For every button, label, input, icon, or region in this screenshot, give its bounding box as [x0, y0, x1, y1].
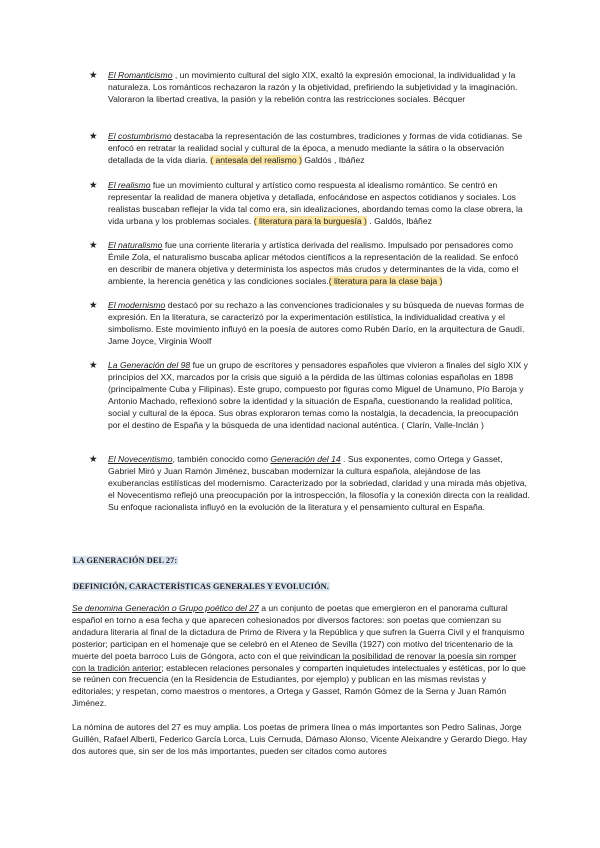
star-bullet-icon: ★ — [89, 240, 98, 251]
section-subheading: DEFINICIÓN, CARACTERÍSTICAS GENERALES Y EVOLUCIÓN. — [73, 582, 329, 591]
item-text: Galdós , Ibáñez — [301, 154, 365, 165]
item-text: . Sus exponentes, como Ortega y Gasset, Gabriel Miró y Juan Ramón Jiménez, buscaban modernizar la cultura española, alejándose de las exuberancias estilísticas del modernismo. Caracterizado por la sobriedad, claridad y una mirada más objetiva, el Novecentismo reflejó una preocupación por la introspección, la filosofía y la conexión directa con la realidad. Su enfoque racionalista influyó en la evolución de la literatura y el pensamiento cultural en España. — [108, 454, 530, 512]
paragraph-text: a un conjunto de poetas que emergieron en el panorama cultural español en torno a esa fecha y que aparecen cohesionados por diversos factores: son poetas que comienzan su andadura literaria al final de la dictadura de Primo de Rivera y la República y que sufren la Guerra Civil y el franquismo posterior; participan en el homenaje que se celebró en el Ateneo de Sevilla (1927) con motivo del tricentenario de la muerte del poeta barroco Luis de Góngora, acto con el que — [72, 603, 525, 661]
star-bullet-icon: ★ — [89, 180, 98, 191]
item-text: fue un movimiento cultural y artístico como respuesta al idealismo romántico. Se centró en representar la realidad de manera objetiva y detallada, enfocándose en aspectos cotidianos y sociales. Los realistas buscaban reflejar la vida tal como era, sin idealizaciones, abordando temas como la clase obrera, la vida urbana y los problemas sociales. — [108, 180, 523, 226]
highlight-note: ( literatura para la burguesía ) — [253, 215, 367, 226]
item-text: , también conocido como — [172, 454, 271, 464]
item-text: destacaba la representación de las costumbres, tradiciones y formas de vida cotidianas. Se enfocó en retratar la realidad social y cultural de la época, a menudo mediante la sátira o la observación detallada de la vida diaria. — [108, 131, 523, 165]
item-text: . Galdós, Ibáñez — [366, 215, 432, 226]
list-item — [89, 360, 530, 431]
definition-lead: Se denomina Generación o Grupo poético del 27 — [72, 603, 259, 613]
star-bullet-icon: ★ — [89, 300, 98, 311]
paragraph-text: ; establecen relaciones personales y comparten inquietudes intelectuales y estéticas, por lo que se reúnen con frecuencia (en la Residencia de Estudiantes, por ejemplo) y publican en las mismas revistas y editoriales; y respetan, como maestros o mentores, a Ortega y Gasset, Ramón Gómez de la Serna y Juan Ramón Jiménez. — [72, 662, 526, 709]
item-text: fue una corriente literaria y artística derivada del realismo. Impulsado por pensadores como Émile Zola, el naturalismo buscaba aplicar métodos científicos a la representación de la realidad. Se enfocó en describir de manera objetiva y determinista los aspectos más crudos y determinantes de la vida, como el ambiente, la herencia genética y las condiciones sociales. — [108, 240, 519, 286]
term-novecentismo: El Novecentismo — [108, 454, 173, 464]
list-item — [89, 454, 530, 514]
section-heading: LA GENERACIÓN DEL 27: — [73, 556, 178, 565]
term-modernismo: El modernismo — [108, 300, 166, 310]
item-text: fue un grupo de escritores y pensadores españoles que vivieron a finales del siglo XIX y principios del XX, marcados por la crisis que siguió a la pérdida de las últimas colonias españolas en 1898 (principalmente Cuba y Filipinas). Este grupo, compuesto por figuras como Miguel de Unamuno, Pío Baroja y Antonio Machado, reflexionó sobre la identidad y la situación de España, cuestionando la realidad política, social y cultural de la época. Sus obras exploraron temas como la nostalgia, la decadencia, la preocupación por el destino de España y la búsqueda de una identidad nacional auténtica. ( Clarín, Valle-Inclán ) — [108, 360, 528, 430]
term-costumbrismo: El costumbrismo — [108, 131, 172, 141]
item-text: destacó por su rechazo a las convenciones tradicionales y su búsqueda de nuevas formas de expresión. En la literatura, se caracterizó por la experimentación estilística, la individualidad creativa y el simbolismo. Este movimiento influyó en la poesía de autores como Rubén Darío, en la arquitectura de Gaudí. Jame Joyce, Virginia Woolf — [108, 300, 525, 346]
term-romanticismo: El Romanticismo — [108, 70, 173, 80]
list-item — [89, 240, 530, 288]
star-bullet-icon: ★ — [89, 70, 98, 81]
term-generacion-98: La Generación del 98 — [108, 360, 191, 370]
list-item — [89, 180, 530, 228]
item-text: , un movimiento cultural del siglo XIX, exaltó la expresión emocional, la individualidad y la naturaleza. Los románticos rechazaron la razón y la objetividad, prefiriendo la subjetividad y la imaginación. Valoraron la libertad creativa, la pasión y la rebelión contra las restricciones sociales. Bécquer — [108, 70, 518, 104]
list-item — [89, 300, 530, 348]
paragraph-authors: La nómina de autores del 27 es muy amplia. Los poetas de primera línea o más importantes son Pedro Salinas, Jorge Guillén, Rafael Alberti, Federico García Lorca, Luis Cernuda, Dámaso Alonso, Vicente Aleixandre y Gerardo Diego. Hay dos autores que, sin ser de los más importantes, pueden ser citados como autores — [72, 722, 528, 756]
term-generacion-14: Generación del 14 — [270, 454, 341, 464]
highlight-note: ( antesala del realismo ) — [210, 154, 302, 165]
highlight-note: ( literatura para la clase baja ) — [328, 275, 443, 286]
paragraph-definition — [72, 603, 530, 710]
list-item — [89, 131, 530, 167]
list-item — [89, 70, 530, 106]
star-bullet-icon: ★ — [89, 360, 98, 371]
term-naturalismo: El naturalismo — [108, 240, 163, 250]
term-realismo: El realismo — [108, 180, 151, 190]
star-bullet-icon: ★ — [89, 131, 98, 142]
star-bullet-icon: ★ — [89, 454, 98, 465]
underlined-text: reivindican la posibilidad de renovar la poesía sin romper con la tradición anterior — [72, 650, 517, 673]
